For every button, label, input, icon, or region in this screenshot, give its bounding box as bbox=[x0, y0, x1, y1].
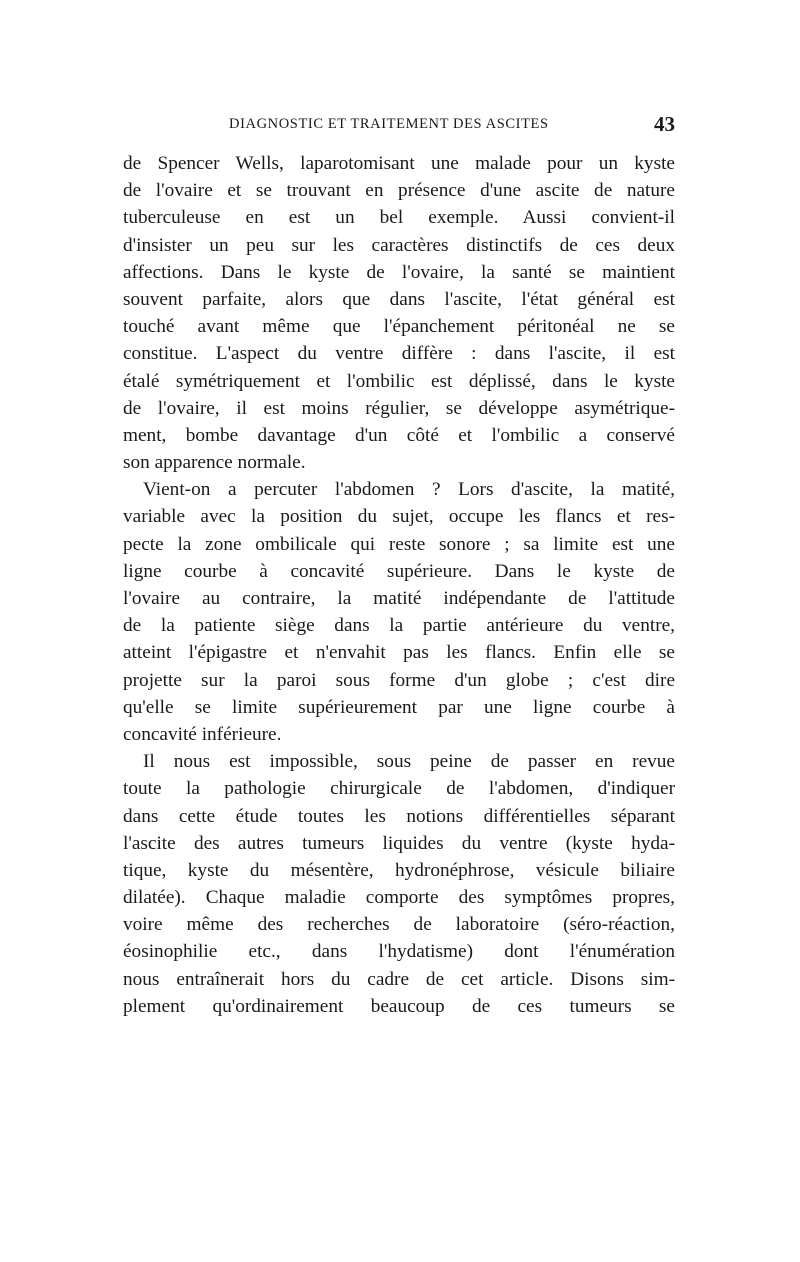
text-line: variable avec la position du sujet, occupe les flancs et res- bbox=[123, 506, 675, 528]
text-line: dilatée). Chaque maladie comporte des symptômes propres, bbox=[123, 887, 675, 909]
text-line: voire même des recherches de laboratoire (séro-réaction, bbox=[123, 914, 675, 936]
text-line: nous entraînerait hors du cadre de cet article. Disons sim- bbox=[123, 968, 675, 990]
text-line: Vient-on a percuter l'abdomen ? Lors d'ascite, la matité, bbox=[143, 479, 675, 501]
text-line: l'ovaire au contraire, la matité indépendante de l'attitude bbox=[123, 588, 675, 609]
running-title: DIAGNOSTIC ET TRAITEMENT DES ASCITES bbox=[229, 116, 549, 132]
body-text bbox=[123, 150, 675, 1020]
text-line: ligne courbe à concavité supérieure. Dans le kyste de bbox=[123, 560, 675, 582]
running-head bbox=[123, 112, 675, 140]
text-line: toute la pathologie chirurgicale de l'abdomen, d'indiquer bbox=[123, 778, 675, 800]
text-line: étalé symétriquement et l'ombilic est déplissé, dans le kyste bbox=[123, 370, 675, 392]
text-line: de l'ovaire et se trouvant en présence d'une ascite de nature bbox=[123, 180, 675, 202]
text-line: projette sur la paroi sous forme d'un globe ; c'est dire bbox=[123, 669, 675, 691]
text-line: de l'ovaire, il est moins régulier, se développe asymétrique- bbox=[123, 397, 675, 419]
text-line: d'insister un peu sur les caractères distinctifs de ces deux bbox=[123, 234, 675, 256]
text-line: qu'elle se limite supérieurement par une ligne courbe à bbox=[123, 696, 675, 718]
text-line: de la patiente siège dans la partie antérieure du ventre, bbox=[123, 615, 675, 637]
text-line: éosinophilie etc., dans l'hydatisme) dont l'énumération bbox=[123, 941, 675, 963]
text-line: tique, kyste du mésentère, hydronéphrose, vésicule biliaire bbox=[123, 859, 675, 881]
text-line: l'ascite des autres tumeurs liquides du ventre (kyste hyda- bbox=[123, 832, 675, 854]
text-line: concavité inférieure. bbox=[123, 723, 282, 745]
text-line: Il nous est impossible, sous peine de passer en revue bbox=[143, 751, 675, 773]
text-line: touché avant même que l'épanchement péritonéal ne se bbox=[123, 316, 675, 338]
text-line: atteint l'épigastre et n'envahit pas les flancs. Enfin elle se bbox=[123, 642, 675, 664]
text-line: dans cette étude toutes les notions différentielles séparant bbox=[123, 805, 675, 827]
text-line: tuberculeuse en est un bel exemple. Aussi convient-il bbox=[123, 207, 675, 229]
text-line: son apparence normale. bbox=[123, 452, 306, 474]
text-line: ment, bombe davantage d'un côté et l'ombilic a conservé bbox=[123, 424, 675, 446]
paragraph bbox=[123, 476, 675, 748]
paragraph bbox=[123, 748, 675, 1020]
page-number: 43 bbox=[654, 112, 675, 136]
text-line: souvent parfaite, alors que dans l'ascite, l'état général est bbox=[123, 288, 675, 310]
text-line: pecte la zone ombilicale qui reste sonore ; sa limite est une bbox=[123, 533, 675, 555]
text-line: de Spencer Wells, laparotomisant une malade pour un kyste bbox=[123, 153, 675, 174]
text-line: constitue. L'aspect du ventre diffère : dans l'ascite, il est bbox=[123, 343, 675, 365]
text-line: plement qu'ordinairement beaucoup de ces tumeurs se bbox=[123, 995, 675, 1017]
paragraph bbox=[123, 150, 675, 476]
text-line: affections. Dans le kyste de l'ovaire, la santé se maintient bbox=[123, 261, 675, 283]
